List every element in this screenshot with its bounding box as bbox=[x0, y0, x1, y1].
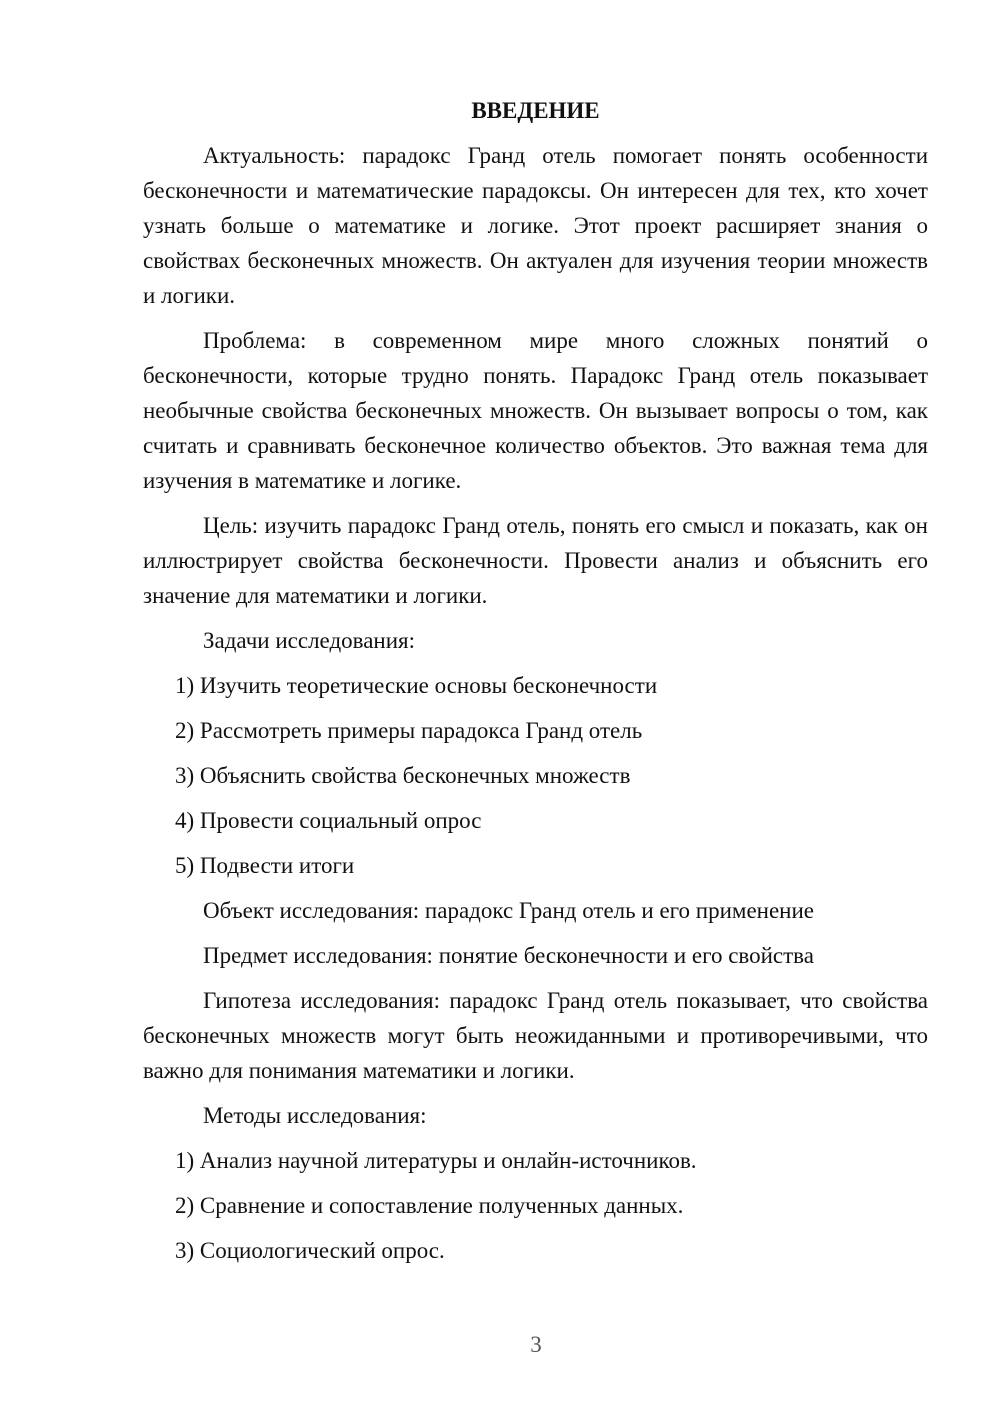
task-item-3: 3) Объяснить свойства бесконечных множеств bbox=[175, 763, 631, 788]
task-item-2: 2) Рассмотреть примеры парадокса Гранд отель bbox=[175, 718, 643, 743]
task-item-5: 5) Подвести итоги bbox=[175, 853, 355, 878]
task-item-4: 4) Провести социальный опрос bbox=[175, 808, 482, 833]
tasks-heading: Задачи исследования: bbox=[203, 628, 416, 653]
goal-paragraph: Цель: изучить парадокс Гранд отель, понять его смысл и показать, как он иллюстрирует свойства бесконечности. Провести анализ и объяснить его значение для математики и логики. bbox=[143, 513, 928, 608]
method-item-1: 1) Анализ научной литературы и онлайн-источников. bbox=[175, 1148, 697, 1173]
page-content bbox=[143, 93, 928, 1278]
problem-paragraph: Проблема: в современном мире много сложных понятий о бесконечности, которые трудно понять. Парадокс Гранд отель показывает необычные свойства бесконечных множеств. Он вызывает вопросы о том, как считать и сравнивать бесконечное количество объектов. Это важная тема для изучения в математике и логике. bbox=[143, 328, 928, 493]
research-subject: Предмет исследования: понятие бесконечности и его свойства bbox=[203, 943, 814, 968]
method-item-3: 3) Социологический опрос. bbox=[175, 1238, 445, 1263]
method-item-2: 2) Сравнение и сопоставление полученных данных. bbox=[175, 1193, 684, 1218]
methods-heading: Методы исследования: bbox=[203, 1103, 427, 1128]
hypothesis-paragraph: Гипотеза исследования: парадокс Гранд отель показывает, что свойства бесконечных множеств могут быть неожиданными и противоречивыми, что важно для понимания математики и логики. bbox=[143, 988, 928, 1083]
section-title: ВВЕДЕНИЕ bbox=[471, 98, 600, 123]
research-object: Объект исследования: парадокс Гранд отель и его применение bbox=[203, 898, 815, 923]
page-number: 3 bbox=[530, 1332, 542, 1357]
relevance-paragraph: Актуальность: парадокс Гранд отель помогает понять особенности бесконечности и математические парадоксы. Он интересен для тех, кто хочет узнать больше о математике и логике. Этот проект расширяет знания о свойствах бесконечных множеств. Он актуален для изучения теории множеств и логики. bbox=[143, 143, 928, 308]
task-item-1: 1) Изучить теоретические основы бесконечности bbox=[175, 673, 658, 698]
